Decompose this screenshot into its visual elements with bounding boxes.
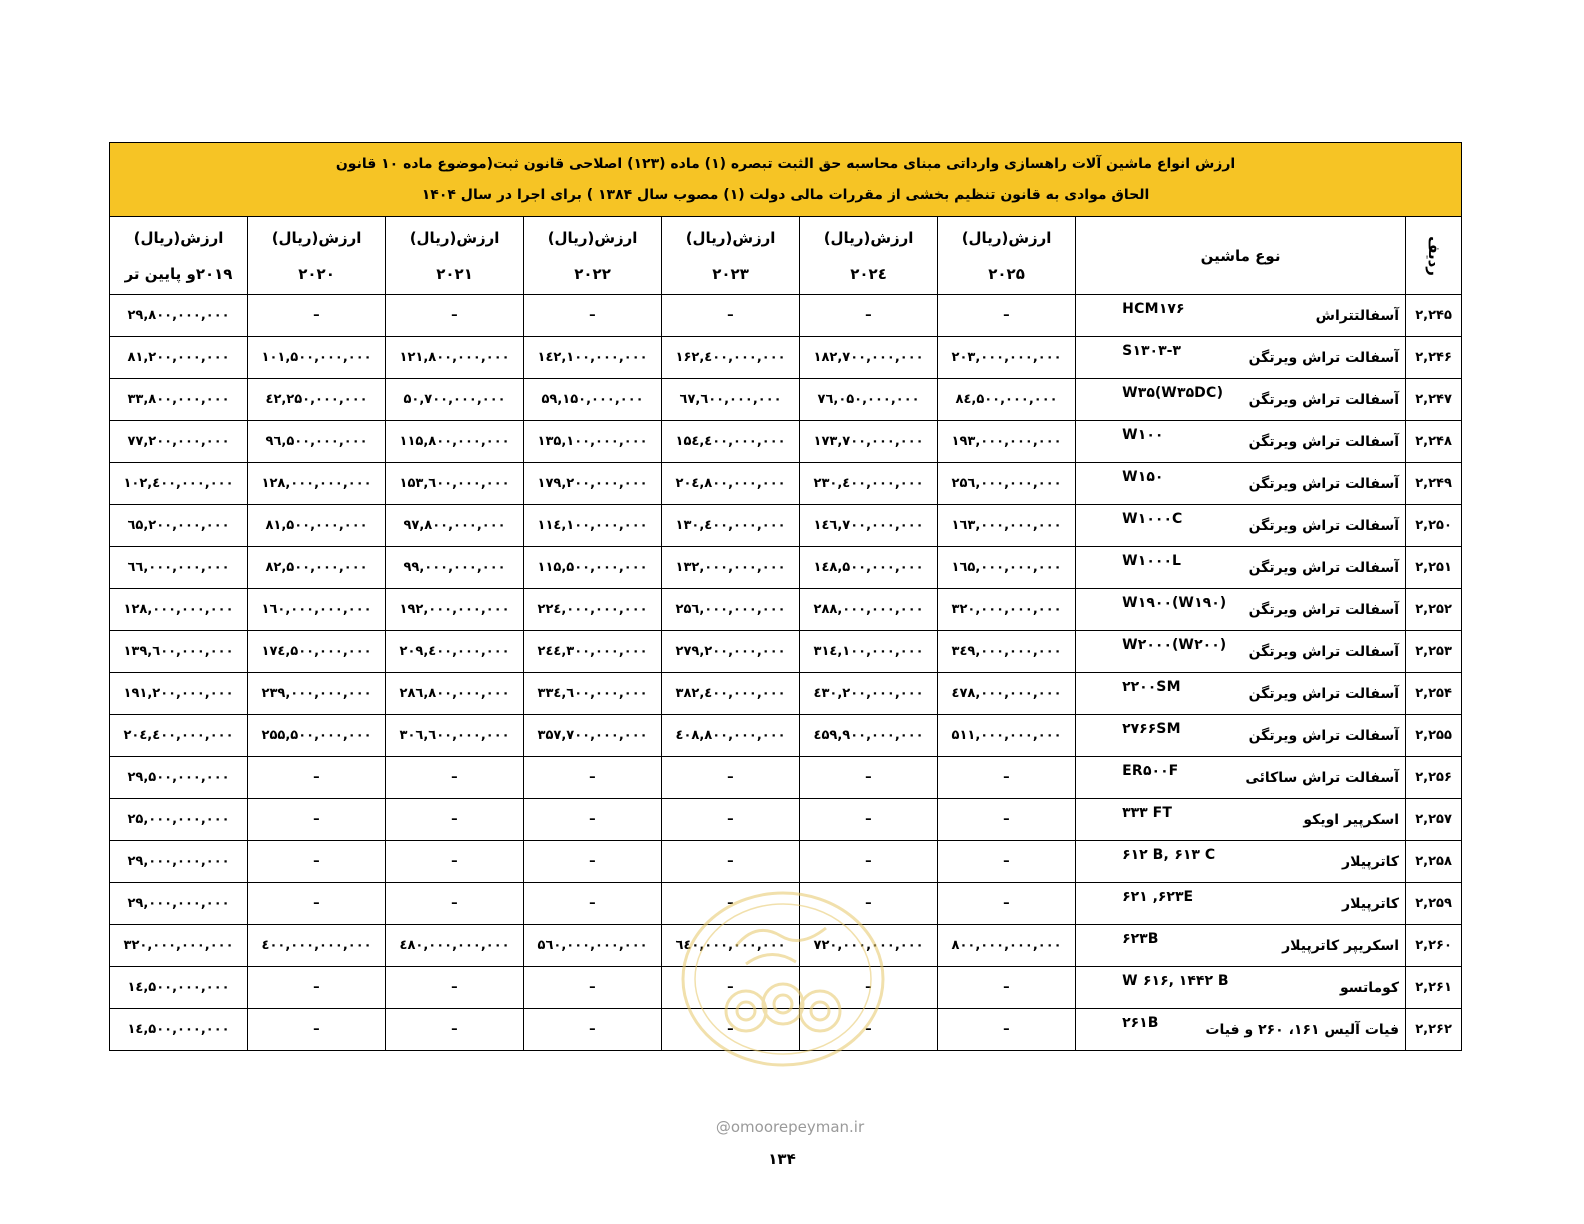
value-cell: ۳۳,۸۰۰,۰۰۰,۰۰۰ <box>110 379 248 421</box>
machine-name: آسفالت تراش ویرتگن <box>1248 475 1400 492</box>
value-cell: ۱۱٤,۱۰۰,۰۰۰,۰۰۰ <box>524 505 662 547</box>
machine-name: آسفالت تراش ویرتگن <box>1248 433 1400 450</box>
row-code: ۲,۲۵۵ <box>1406 715 1462 757</box>
header-year-value <box>110 217 248 295</box>
machine-name: فیات آلیس ۱۶۱، ۲۶۰ و فیات <box>1205 1021 1400 1038</box>
value-cell: ۲۹,۸۰۰,۰۰۰,۰۰۰ <box>110 295 248 337</box>
row-code: ۲,۲۶۲ <box>1406 1009 1462 1051</box>
value-cell: ۸۱,۲۰۰,۰۰۰,۰۰۰ <box>110 337 248 379</box>
header-year: ۲۰۲۰ <box>298 264 335 283</box>
machine-model: ER۵۰۰F <box>1122 762 1179 779</box>
value-cell: ۱۲۱,۸۰۰,۰۰۰,۰۰۰ <box>386 337 524 379</box>
value-cell: ۳۲۰,۰۰۰,۰۰۰,۰۰۰ <box>938 589 1076 631</box>
machine-name: اسکریپر کاترپیلار <box>1282 937 1400 954</box>
header-value-label: ارزش(ریال) <box>961 228 1052 247</box>
value-cell: ۳۳٤,٦۰۰,۰۰۰,۰۰۰ <box>524 673 662 715</box>
machine-name: آسفالت تراش ویرتگن <box>1248 349 1400 366</box>
value-cell: ۲۹,۰۰۰,۰۰۰,۰۰۰ <box>110 883 248 925</box>
value-cell: ٦۷,٦۰۰,۰۰۰,۰۰۰ <box>662 379 800 421</box>
value-cell: ٤۲,۲۵۰,۰۰۰,۰۰۰ <box>248 379 386 421</box>
machine-cell <box>1076 673 1406 715</box>
header-year: ۲۰۱۹و پایین تر <box>124 264 233 283</box>
table-row <box>110 799 1462 841</box>
value-cell: ٤۵۹,۹۰۰,۰۰۰,۰۰۰ <box>800 715 938 757</box>
value-cell: ۱۳۰,٤۰۰,۰۰۰,۰۰۰ <box>662 505 800 547</box>
value-cell: – <box>524 841 662 883</box>
value-cell: – <box>800 799 938 841</box>
title-line-2: الحاق موادی به قانون تنظیم بخشی از مقررات مالی دولت (۱) مصوب سال ۱۳۸۴ ) برای اجرا در سال ۱۴۰۴ <box>421 186 1150 203</box>
machine-name: آسفالت تراش ویرتگن <box>1248 643 1400 660</box>
header-machine-type: نوع ماشین <box>1076 217 1406 295</box>
value-cell: – <box>662 967 800 1009</box>
row-code: ۲,۲۴۹ <box>1406 463 1462 505</box>
value-cell: ۲۰٤,٤۰۰,۰۰۰,۰۰۰ <box>110 715 248 757</box>
row-code: ۲,۲۵۸ <box>1406 841 1462 883</box>
value-cell: ۲٤٤,۳۰۰,۰۰۰,۰۰۰ <box>524 631 662 673</box>
value-cell: ۲۹,۵۰۰,۰۰۰,۰۰۰ <box>110 757 248 799</box>
machine-cell <box>1076 883 1406 925</box>
value-cell: – <box>800 757 938 799</box>
value-cell: – <box>386 295 524 337</box>
table-row <box>110 379 1462 421</box>
value-cell: ۸۰۰,۰۰۰,۰۰۰,۰۰۰ <box>938 925 1076 967</box>
value-cell: ۱۲۸,۰۰۰,۰۰۰,۰۰۰ <box>110 589 248 631</box>
header-value-label: ارزش(ریال) <box>409 228 500 247</box>
value-cell: ۱۲۸,۰۰۰,۰۰۰,۰۰۰ <box>248 463 386 505</box>
value-cell: – <box>524 799 662 841</box>
row-code: ۲,۲۵۳ <box>1406 631 1462 673</box>
value-cell: ۱٦۵,۰۰۰,۰۰۰,۰۰۰ <box>938 547 1076 589</box>
value-cell: ۱۳۵,۱۰۰,۰۰۰,۰۰۰ <box>524 421 662 463</box>
machine-model: ۶۲۳B <box>1122 930 1159 947</box>
value-cell: – <box>662 883 800 925</box>
value-cell: – <box>800 883 938 925</box>
header-year: ۲۰۲۱ <box>436 264 473 283</box>
table-row <box>110 505 1462 547</box>
value-cell: – <box>524 757 662 799</box>
machine-cell <box>1076 715 1406 757</box>
value-cell: – <box>386 883 524 925</box>
machine-model: ۲۷۶۶SM <box>1122 720 1181 737</box>
value-cell: ٤۸۰,۰۰۰,۰۰۰,۰۰۰ <box>386 925 524 967</box>
value-cell: – <box>662 1009 800 1051</box>
machine-cell <box>1076 463 1406 505</box>
header-year-value <box>524 217 662 295</box>
header-radif: ردیف <box>1406 217 1462 295</box>
header-value-label: ارزش(ریال) <box>547 228 638 247</box>
table-row <box>110 715 1462 757</box>
row-code: ۲,۲۵۴ <box>1406 673 1462 715</box>
row-code: ۲,۲۴۵ <box>1406 295 1462 337</box>
table-row <box>110 463 1462 505</box>
value-cell: – <box>938 883 1076 925</box>
value-cell: ۱۶۲,٤۰۰,۰۰۰,۰۰۰ <box>662 337 800 379</box>
value-cell: ۷٦,۰۵۰,۰۰۰,۰۰۰ <box>800 379 938 421</box>
value-cell: – <box>662 799 800 841</box>
machine-cell <box>1076 295 1406 337</box>
value-cell: ۵۱۱,۰۰۰,۰۰۰,۰۰۰ <box>938 715 1076 757</box>
value-cell: – <box>938 757 1076 799</box>
value-cell: ۱۳۹,٦۰۰,۰۰۰,۰۰۰ <box>110 631 248 673</box>
table-row <box>110 631 1462 673</box>
value-cell: ۲۵۵,۵۰۰,۰۰۰,۰۰۰ <box>248 715 386 757</box>
value-cell: – <box>800 841 938 883</box>
table-row <box>110 925 1462 967</box>
row-code: ۲,۲۵۰ <box>1406 505 1462 547</box>
value-cell: – <box>662 295 800 337</box>
value-cell: ۲۹,۰۰۰,۰۰۰,۰۰۰ <box>110 841 248 883</box>
machine-model: S۱۳۰۳-۳ <box>1122 342 1181 359</box>
value-cell: ۷۲۰,۰۰۰,۰۰۰,۰۰۰ <box>800 925 938 967</box>
value-cell: ۹۷,۸۰۰,۰۰۰,۰۰۰ <box>386 505 524 547</box>
machine-model: W۲۰۰۰(W۲۰۰) <box>1122 636 1227 653</box>
value-cell: ۵٦۰,۰۰۰,۰۰۰,۰۰۰ <box>524 925 662 967</box>
value-cell: ۱٦۰,۰۰۰,۰۰۰,۰۰۰ <box>248 589 386 631</box>
machine-name: اسکرپیر اویکو <box>1303 811 1400 828</box>
header-row <box>110 217 1462 295</box>
table-row <box>110 673 1462 715</box>
value-cell: ۱۵۳,٦۰۰,۰۰۰,۰۰۰ <box>386 463 524 505</box>
valuation-table <box>109 142 1462 1051</box>
page-number: ۱۳۴ <box>768 1150 796 1168</box>
machine-name: کاترپیلار <box>1342 895 1400 912</box>
value-cell: ۱۵٤,٤۰۰,۰۰۰,۰۰۰ <box>662 421 800 463</box>
machine-model: ۳۳۳ FT <box>1122 804 1173 821</box>
value-cell: – <box>524 1009 662 1051</box>
machine-model: W۳۵(W۳۵DC) <box>1122 384 1224 401</box>
row-code: ۲,۲۶۱ <box>1406 967 1462 1009</box>
machine-cell <box>1076 757 1406 799</box>
value-cell: ٦٦,۰۰۰,۰۰۰,۰۰۰ <box>110 547 248 589</box>
value-cell: – <box>248 295 386 337</box>
value-cell: ۱٦۳,۰۰۰,۰۰۰,۰۰۰ <box>938 505 1076 547</box>
machine-name: آسفالت تراش ویرتگن <box>1248 559 1400 576</box>
value-cell: – <box>386 799 524 841</box>
machine-model: W۱۵۰ <box>1122 468 1164 485</box>
value-cell: ٤۰۸,۸۰۰,۰۰۰,۰۰۰ <box>662 715 800 757</box>
value-cell: – <box>662 757 800 799</box>
machine-model: ۲۶۱B <box>1122 1014 1159 1031</box>
row-code: ۲,۲۵۱ <box>1406 547 1462 589</box>
header-year-value <box>938 217 1076 295</box>
machine-name: آسفالت تراش ساکائی <box>1245 769 1400 786</box>
header-value-label: ارزش(ریال) <box>685 228 776 247</box>
machine-name: آسفالت تراش ویرتگن <box>1248 391 1400 408</box>
table-body <box>110 295 1462 1051</box>
header-year-value <box>800 217 938 295</box>
value-cell: ۱٤٦,۷۰۰,۰۰۰,۰۰۰ <box>800 505 938 547</box>
machine-cell <box>1076 337 1406 379</box>
row-code: ۲,۲۵۶ <box>1406 757 1462 799</box>
value-cell: ۱۷۳,۷۰۰,۰۰۰,۰۰۰ <box>800 421 938 463</box>
value-cell: – <box>662 841 800 883</box>
at-icon: @ <box>715 1118 731 1136</box>
value-cell: ۲۰٤,۸۰۰,۰۰۰,۰۰۰ <box>662 463 800 505</box>
machine-model: W۱۹۰۰(W۱۹۰) <box>1122 594 1227 611</box>
machine-cell <box>1076 589 1406 631</box>
header-value-label: ارزش(ریال) <box>271 228 362 247</box>
row-code: ۲,۲۴۶ <box>1406 337 1462 379</box>
footer-website: @omoorepeyman.ir <box>715 1118 865 1136</box>
machine-cell <box>1076 505 1406 547</box>
header-year-value <box>386 217 524 295</box>
machine-name: آسفالت تراش ویرتگن <box>1248 601 1400 618</box>
header-year: ۲۰۲۲ <box>574 264 611 283</box>
row-code: ۲,۲۵۲ <box>1406 589 1462 631</box>
value-cell: ۲۷۹,۲۰۰,۰۰۰,۰۰۰ <box>662 631 800 673</box>
value-cell: ۱٤۸,۵۰۰,۰۰۰,۰۰۰ <box>800 547 938 589</box>
table-row <box>110 1009 1462 1051</box>
row-code: ۲,۲۵۹ <box>1406 883 1462 925</box>
value-cell: – <box>524 967 662 1009</box>
machine-cell <box>1076 547 1406 589</box>
table-row <box>110 757 1462 799</box>
title-line-1: ارزش انواع ماشین آلات راهسازی وارداتی مبنای محاسبه حق الثبت تبصره (۱) ماده (۱۲۳) اصلاحی قانون ثبت(موضوع ماده ۱۰ قانون <box>335 155 1236 172</box>
machine-model: ۶۱۲ B, ۶۱۳ C <box>1122 846 1216 863</box>
value-cell: ۱۳۲,۰۰۰,۰۰۰,۰۰۰ <box>662 547 800 589</box>
value-cell: ۲۳۹,۰۰۰,۰۰۰,۰۰۰ <box>248 673 386 715</box>
machine-model: ۲۲۰۰SM <box>1122 678 1181 695</box>
table-row <box>110 967 1462 1009</box>
value-cell: ۳۰٦,٦۰۰,۰۰۰,۰۰۰ <box>386 715 524 757</box>
value-cell: – <box>248 1009 386 1051</box>
value-cell: – <box>248 841 386 883</box>
header-year: ۲۰۲۵ <box>988 264 1025 283</box>
machine-name: کاترپیلار <box>1342 853 1400 870</box>
value-cell: ۱٤۲,۱۰۰,۰۰۰,۰۰۰ <box>524 337 662 379</box>
value-cell: ۲۵٦,۰۰۰,۰۰۰,۰۰۰ <box>938 463 1076 505</box>
value-cell: ۸۲,۵۰۰,۰۰۰,۰۰۰ <box>248 547 386 589</box>
value-cell: – <box>938 295 1076 337</box>
value-cell: ۱۸۲,۷۰۰,۰۰۰,۰۰۰ <box>800 337 938 379</box>
value-cell: ۳۸۲,٤۰۰,۰۰۰,۰۰۰ <box>662 673 800 715</box>
machine-cell <box>1076 379 1406 421</box>
value-cell: – <box>386 757 524 799</box>
value-cell: ۱۱۵,۵۰۰,۰۰۰,۰۰۰ <box>524 547 662 589</box>
value-cell: – <box>386 967 524 1009</box>
row-code: ۲,۲۵۷ <box>1406 799 1462 841</box>
value-cell: – <box>386 841 524 883</box>
machine-model: HCM۱۷۶ <box>1122 300 1185 317</box>
machine-cell <box>1076 925 1406 967</box>
header-year: ۲۰۲۳ <box>712 264 749 283</box>
value-cell: ۱۰۱,۵۰۰,۰۰۰,۰۰۰ <box>248 337 386 379</box>
machine-name: آسفالت تراش ویرتگن <box>1248 727 1400 744</box>
header-year-value <box>248 217 386 295</box>
row-code: ۲,۲۴۸ <box>1406 421 1462 463</box>
value-cell: ۲۸٦,۸۰۰,۰۰۰,۰۰۰ <box>386 673 524 715</box>
table-row <box>110 547 1462 589</box>
value-cell: ۱۰۲,٤۰۰,۰۰۰,۰۰۰ <box>110 463 248 505</box>
machine-name: آسفالت تراش ویرتگن <box>1248 685 1400 702</box>
value-cell: ۲۸۸,۰۰۰,۰۰۰,۰۰۰ <box>800 589 938 631</box>
value-cell: ۱٤,۵۰۰,۰۰۰,۰۰۰ <box>110 967 248 1009</box>
value-cell: ۲۲٤,۰۰۰,۰۰۰,۰۰۰ <box>524 589 662 631</box>
header-value-label: ارزش(ریال) <box>133 228 224 247</box>
value-cell: ۲۳۰,٤۰۰,۰۰۰,۰۰۰ <box>800 463 938 505</box>
value-cell: ۳۱٤,۱۰۰,۰۰۰,۰۰۰ <box>800 631 938 673</box>
value-cell: ۱۹۱,۲۰۰,۰۰۰,۰۰۰ <box>110 673 248 715</box>
value-cell: ۲۰۳,۰۰۰,۰۰۰,۰۰۰ <box>938 337 1076 379</box>
value-cell: – <box>248 883 386 925</box>
machine-model: W ۶۱۶, ۱۴۴۲ B <box>1122 972 1229 989</box>
value-cell: ۷۷,۲۰۰,۰۰۰,۰۰۰ <box>110 421 248 463</box>
value-cell: ۲۵٦,۰۰۰,۰۰۰,۰۰۰ <box>662 589 800 631</box>
value-cell: – <box>800 1009 938 1051</box>
value-cell: ۲۵,۰۰۰,۰۰۰,۰۰۰ <box>110 799 248 841</box>
table-row <box>110 883 1462 925</box>
header-year-value <box>662 217 800 295</box>
value-cell: – <box>386 1009 524 1051</box>
value-cell: ۱۹۲,۰۰۰,۰۰۰,۰۰۰ <box>386 589 524 631</box>
table-row <box>110 589 1462 631</box>
header-value-label: ارزش(ریال) <box>823 228 914 247</box>
value-cell: ٤۳۰,۲۰۰,۰۰۰,۰۰۰ <box>800 673 938 715</box>
value-cell: ۵۰,۷۰۰,۰۰۰,۰۰۰ <box>386 379 524 421</box>
machine-model: ۶۲۱ ,۶۲۳E <box>1122 888 1194 905</box>
value-cell: ۵۹,۱۵۰,۰۰۰,۰۰۰ <box>524 379 662 421</box>
value-cell: ۱۷۹,۲۰۰,۰۰۰,۰۰۰ <box>524 463 662 505</box>
value-cell: – <box>248 967 386 1009</box>
value-cell: ۱۱۵,۸۰۰,۰۰۰,۰۰۰ <box>386 421 524 463</box>
value-cell: ۸۱,۵۰۰,۰۰۰,۰۰۰ <box>248 505 386 547</box>
table-row <box>110 337 1462 379</box>
value-cell: ٤۰۰,۰۰۰,۰۰۰,۰۰۰ <box>248 925 386 967</box>
table-row <box>110 421 1462 463</box>
row-code: ۲,۲۴۷ <box>1406 379 1462 421</box>
table-row <box>110 295 1462 337</box>
value-cell: – <box>800 967 938 1009</box>
machine-cell <box>1076 421 1406 463</box>
table-row <box>110 841 1462 883</box>
machine-cell <box>1076 967 1406 1009</box>
value-cell: – <box>938 1009 1076 1051</box>
value-cell: ٦٤۰,۰۰۰,۰۰۰,۰۰۰ <box>662 925 800 967</box>
value-cell: – <box>938 967 1076 1009</box>
value-cell: ۹٦,۵۰۰,۰۰۰,۰۰۰ <box>248 421 386 463</box>
header-year: ۲۰۲٤ <box>850 264 887 283</box>
machine-cell <box>1076 799 1406 841</box>
value-cell: – <box>938 841 1076 883</box>
value-cell: ۳۲۰,۰۰۰,۰۰۰,۰۰۰ <box>110 925 248 967</box>
machine-cell <box>1076 1009 1406 1051</box>
row-code: ۲,۲۶۰ <box>1406 925 1462 967</box>
table-title <box>110 143 1462 217</box>
value-cell: – <box>800 295 938 337</box>
value-cell: ۱۷٤,۵۰۰,۰۰۰,۰۰۰ <box>248 631 386 673</box>
machine-model: W۱۰۰ <box>1122 426 1164 443</box>
machine-name: کوماتسو <box>1339 979 1400 996</box>
value-cell: ٤۷۸,۰۰۰,۰۰۰,۰۰۰ <box>938 673 1076 715</box>
machine-model: W۱۰۰۰C <box>1122 510 1183 527</box>
value-cell: ۱۹۳,۰۰۰,۰۰۰,۰۰۰ <box>938 421 1076 463</box>
value-cell: – <box>248 757 386 799</box>
value-cell: ۲۰۹,٤۰۰,۰۰۰,۰۰۰ <box>386 631 524 673</box>
value-cell: ٦۵,۲۰۰,۰۰۰,۰۰۰ <box>110 505 248 547</box>
value-cell: – <box>938 799 1076 841</box>
machine-model: W۱۰۰۰L <box>1122 552 1182 569</box>
value-cell: – <box>524 883 662 925</box>
machine-name: آسفالتتراش <box>1315 307 1400 324</box>
value-cell: ۹۹,۰۰۰,۰۰۰,۰۰۰ <box>386 547 524 589</box>
machine-cell <box>1076 631 1406 673</box>
value-cell: ۳۵۷,۷۰۰,۰۰۰,۰۰۰ <box>524 715 662 757</box>
value-cell: ۳٤۹,۰۰۰,۰۰۰,۰۰۰ <box>938 631 1076 673</box>
value-cell: ۸٤,۵۰۰,۰۰۰,۰۰۰ <box>938 379 1076 421</box>
value-cell: ۱٤,۵۰۰,۰۰۰,۰۰۰ <box>110 1009 248 1051</box>
value-cell: – <box>524 295 662 337</box>
machine-name: آسفالت تراش ویرتگن <box>1248 517 1400 534</box>
machine-cell <box>1076 841 1406 883</box>
value-cell: – <box>248 799 386 841</box>
